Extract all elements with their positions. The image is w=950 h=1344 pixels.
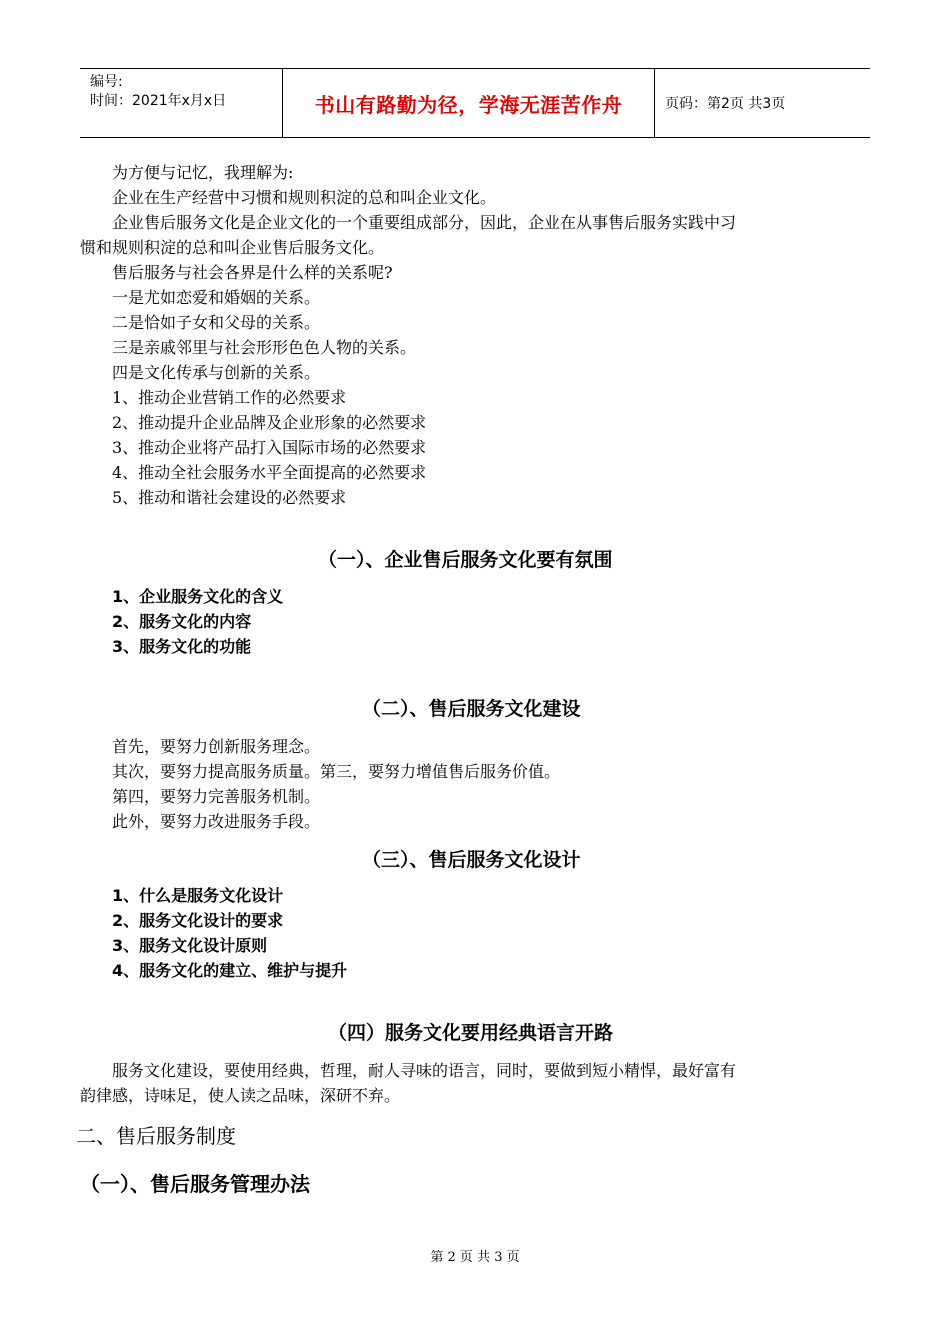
- intro-paragraph-cont: 惯和规则积淀的总和叫企业售后服务文化。: [80, 238, 385, 257]
- section-item: 3、服务文化的功能: [112, 637, 252, 656]
- header-motto: 书山有路勤为径，学海无涯苦作舟: [283, 69, 655, 137]
- requirement-item: 1、推动企业营销工作的必然要求: [112, 388, 347, 407]
- section-line: 首先，要努力创新服务理念。: [112, 737, 321, 756]
- intro-question: 售后服务与社会各界是什么样的关系呢?: [112, 263, 393, 282]
- section-heading: （一）、企业售后服务文化要有氛围: [318, 549, 613, 571]
- section-heading: （三）、售后服务文化设计: [362, 849, 581, 871]
- section-heading: （四）服务文化要用经典语言开路: [328, 1022, 614, 1044]
- section-item: 2、服务文化设计的要求: [112, 911, 284, 930]
- relation-item: 一是尤如恋爱和婚姻的关系。: [112, 288, 321, 307]
- requirement-item: 4、推动全社会服务水平全面提高的必然要求: [112, 463, 427, 482]
- requirement-item: 5、推动和谐社会建设的必然要求: [112, 488, 347, 507]
- section-item: 1、企业服务文化的含义: [112, 587, 284, 606]
- section-item: 2、服务文化的内容: [112, 612, 252, 631]
- subchapter-heading: （一）、售后服务管理办法: [80, 1172, 310, 1196]
- relation-item: 三是亲戚邻里与社会形形色色人物的关系。: [112, 338, 417, 357]
- requirement-item: 2、推动提升企业品牌及企业形象的必然要求: [112, 413, 427, 432]
- intro-paragraph: 为方便与记忆，我理解为:: [112, 163, 294, 182]
- number-label: 编号:: [90, 74, 123, 90]
- section-line: 此外，要努力改进服务手段。: [112, 812, 321, 831]
- section-line: 第四，要努力完善服务机制。: [112, 787, 321, 806]
- section-line: 其次，要努力提高服务质量。第三，要努力增值售后服务价值。: [112, 762, 561, 781]
- intro-paragraph: 企业售后服务文化是企业文化的一个重要组成部分，因此，企业在从事售后服务实践中习: [112, 213, 737, 232]
- relation-item: 四是文化传承与创新的关系。: [112, 363, 321, 382]
- intro-paragraph: 企业在生产经营中习惯和规则积淀的总和叫企业文化。: [112, 188, 497, 207]
- header-page-label: 页码：第2页 共3页: [665, 96, 786, 112]
- relation-item: 二是恰如子女和父母的关系。: [112, 313, 321, 332]
- section-paragraph-cont: 韵律感，诗味足，使人读之品味，深研不弃。: [80, 1086, 401, 1105]
- chapter-heading: 二、售后服务制度: [76, 1124, 236, 1148]
- time-label: 时间：2021年x月x日: [90, 93, 227, 109]
- section-heading: （二）、售后服务文化建设: [362, 698, 581, 720]
- section-item: 1、什么是服务文化设计: [112, 886, 284, 905]
- header-meta: [80, 69, 283, 137]
- requirement-item: 3、推动企业将产品打入国际市场的必然要求: [112, 438, 427, 457]
- page-footer: 第 2 页 共 3 页: [430, 1250, 520, 1265]
- page-header: [80, 68, 870, 138]
- section-item: 3、服务文化设计原则: [112, 936, 268, 955]
- section-paragraph: 服务文化建设，要使用经典，哲理，耐人寻味的语言，同时，要做到短小精悍，最好富有: [112, 1061, 737, 1080]
- section-item: 4、服务文化的建立、维护与提升: [112, 961, 348, 980]
